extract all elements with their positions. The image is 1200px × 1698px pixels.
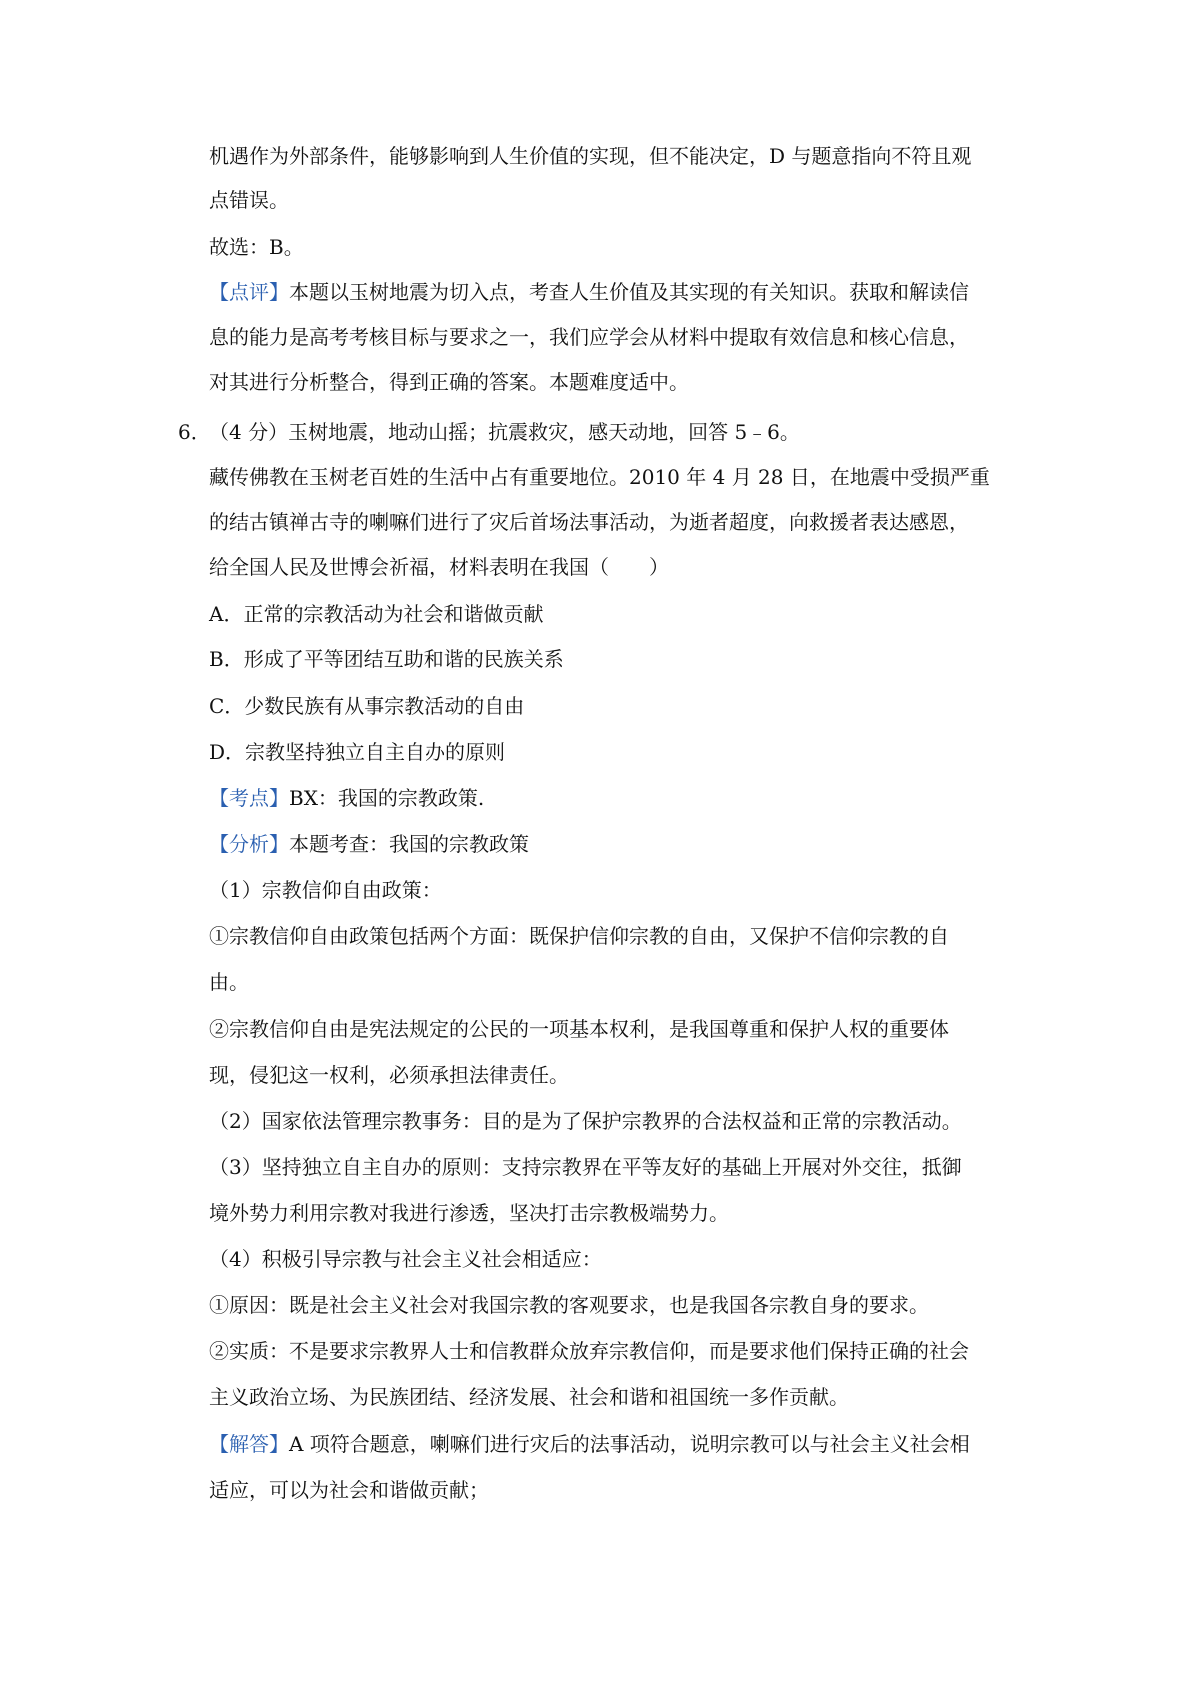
analysis-detail-9: （4）积极引导宗教与社会主义社会相适应：	[209, 1247, 602, 1271]
solution-tag: 【解答】	[209, 1432, 289, 1456]
prev-analysis-line-1: 机遇作为外部条件，能够影响到人生价值的实现，但不能决定，D 与题意指向不符且观	[209, 144, 972, 168]
solution-text-1: A 项符合题意，喇嘛们进行灾后的法事活动，说明宗教可以与社会主义社会相	[289, 1432, 970, 1456]
solution-line-1	[209, 1430, 1029, 1458]
option-c: C．少数民族有从事宗教活动的自由	[209, 694, 525, 718]
prev-analysis-line-2: 点错误。	[209, 188, 289, 212]
analysis-detail-8: 境外势力利用宗教对我进行渗透，坚决打击宗教极端势力。	[209, 1201, 729, 1225]
comment-tag: 【点评】	[209, 280, 289, 304]
option-b: B．形成了平等团结互助和谐的民族关系	[209, 647, 564, 671]
analysis-detail-4: ②宗教信仰自由是宪法规定的公民的一项基本权利，是我国尊重和保护人权的重要体	[209, 1017, 949, 1041]
analysis-line	[209, 830, 1029, 858]
prev-comment-line-2: 息的能力是高考考核目标与要求之一，我们应学会从材料中提取有效信息和核心信息，	[209, 325, 969, 349]
prev-comment-line-3: 对其进行分析整合，得到正确的答案。本题难度适中。	[209, 370, 689, 394]
prev-answer: 故选：B。	[209, 235, 304, 259]
question-number: 6．	[178, 420, 211, 444]
point-line	[209, 784, 1029, 812]
stem-line-2: 的结古镇禅古寺的喇嘛们进行了灾后首场法事活动，为逝者超度，向救援者表达感恩，	[209, 510, 969, 534]
prev-comment-line-1	[209, 278, 1029, 306]
comment-text-1: 本题以玉树地震为切入点，考查人生价值及其实现的有关知识。获取和解读信	[289, 280, 969, 304]
analysis-tag: 【分析】	[209, 832, 289, 856]
stem-line-1: 藏传佛教在玉树老百姓的生活中占有重要地位。2010 年 4 月 28 日，在地震中受损严重	[209, 465, 990, 489]
analysis-detail-7: （3）坚持独立自主自办的原则：支持宗教界在平等友好的基础上开展对外交往，抵御	[209, 1155, 962, 1179]
analysis-detail-6: （2）国家依法管理宗教事务：目的是为了保护宗教界的合法权益和正常的宗教活动。	[209, 1109, 962, 1133]
option-a: A．正常的宗教活动为社会和谐做贡献	[209, 602, 544, 626]
analysis-detail-10: ①原因：既是社会主义社会对我国宗教的客观要求，也是我国各宗教自身的要求。	[209, 1293, 929, 1317]
point-text: BX：我国的宗教政策.	[289, 786, 485, 810]
analysis-detail-12: 主义政治立场、为民族团结、经济发展、社会和谐和祖国统一多作贡献。	[209, 1385, 849, 1409]
analysis-detail-2: ①宗教信仰自由政策包括两个方面：既保护信仰宗教的自由，又保护不信仰宗教的自	[209, 924, 949, 948]
analysis-detail-5: 现，侵犯这一权利，必须承担法律责任。	[209, 1063, 569, 1087]
analysis-detail-11: ②实质：不是要求宗教界人士和信教群众放弃宗教信仰，而是要求他们保持正确的社会	[209, 1339, 969, 1363]
stem-line-3: 给全国人民及世博会祈福，材料表明在我国（ ）	[209, 555, 669, 579]
option-d: D．宗教坚持独立自主自办的原则	[209, 740, 506, 764]
analysis-detail-3: 由。	[209, 970, 249, 994]
point-tag: 【考点】	[209, 786, 289, 810]
solution-line-2: 适应，可以为社会和谐做贡献；	[209, 1478, 489, 1502]
question-header: （4 分）玉树地震，地动山摇；抗震救灾，感天动地，回答 5﹣6。	[209, 420, 800, 444]
analysis-detail-1: （1）宗教信仰自由政策：	[209, 878, 442, 902]
analysis-text: 本题考查：我国的宗教政策	[289, 832, 529, 856]
